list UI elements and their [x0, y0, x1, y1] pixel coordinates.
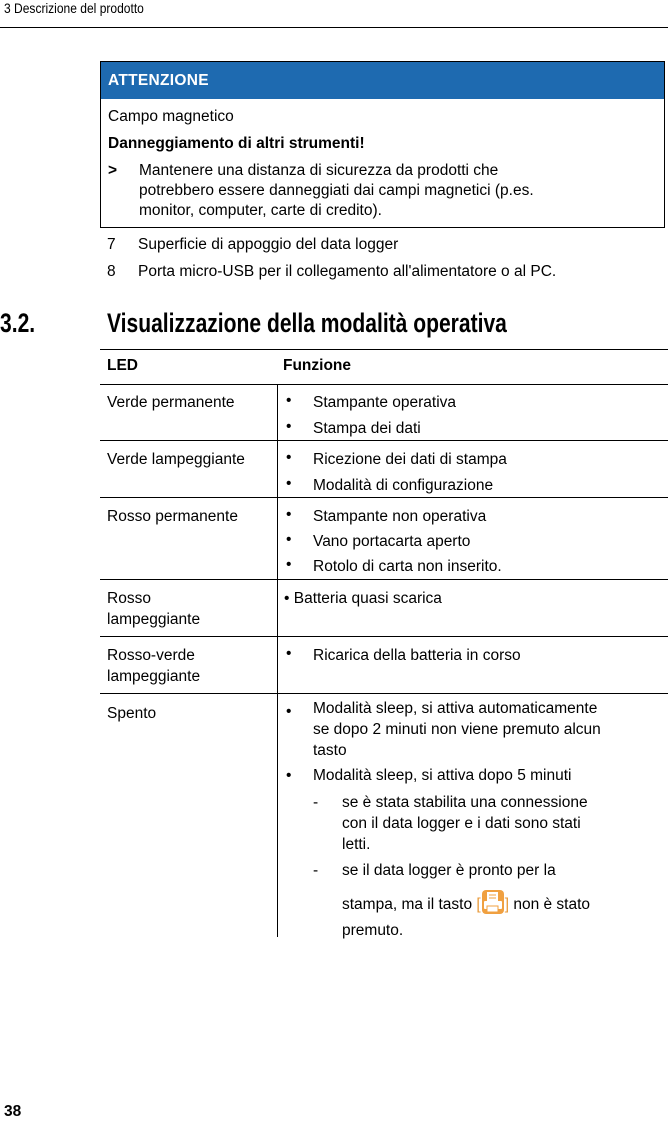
- function-item-line: tasto: [313, 742, 347, 759]
- sub-item-text: stampa, ma il tasto: [342, 896, 477, 913]
- table-header-function: Funzione: [283, 357, 352, 374]
- led-state-line: lampeggiante: [107, 611, 201, 628]
- print-key-icon: [481, 889, 505, 920]
- row-rule: [100, 579, 668, 580]
- bullet: •: [286, 556, 292, 573]
- led-state: [107, 588, 200, 630]
- legend-item: [107, 236, 398, 254]
- key-bracket-open: [: [476, 896, 481, 913]
- row-rule: [100, 636, 668, 637]
- section-title: Visualizzazione della modalità operativa: [107, 308, 507, 338]
- bullet: •: [286, 767, 292, 784]
- table-header-rule: [100, 384, 668, 385]
- sub-item-line: letti.: [342, 836, 371, 853]
- sub-item-line: [342, 889, 590, 920]
- bullet: •: [286, 392, 292, 409]
- row-rule: [100, 497, 668, 498]
- function-item: Stampante operativa: [313, 394, 457, 411]
- step-marker: >: [108, 162, 118, 179]
- bullet: •: [286, 449, 292, 466]
- sub-item-line: se il data logger è pronto per la: [342, 862, 556, 879]
- section-number: 3.2.: [0, 308, 36, 338]
- bullet: •: [286, 703, 292, 720]
- legend-text: Porta micro-USB per il collegamento all'alimentatore o al PC.: [138, 263, 557, 280]
- running-header: 3 Descrizione del prodotto: [4, 0, 144, 16]
- warning-consequence: Danneggiamento di altri strumenti!: [108, 135, 365, 152]
- function-item: [313, 698, 601, 761]
- sub-item-line: se è stata stabilita una connessione: [342, 794, 588, 811]
- led-state: Rosso permanente: [107, 508, 238, 525]
- table-top-rule: [100, 349, 668, 350]
- key-bracket-close: ]: [504, 896, 510, 913]
- function-item-line: Modalità sleep, si attiva automaticamente: [313, 700, 598, 717]
- legend-text: Superficie di appoggio del data logger: [138, 236, 399, 253]
- function-item-line: se dopo 2 minuti non viene premuto alcun: [313, 721, 601, 738]
- sub-item-text: non è stato: [509, 896, 591, 913]
- led-state: Spento: [107, 705, 157, 722]
- led-state: Verde permanente: [107, 394, 235, 411]
- sub-item: [342, 792, 588, 855]
- dash-marker: -: [313, 862, 319, 879]
- led-state-line: Rosso: [107, 590, 151, 607]
- header-rule: [0, 27, 668, 28]
- led-state: [107, 645, 200, 687]
- warning-hazard: Campo magnetico: [108, 108, 234, 125]
- bullet: •: [286, 506, 292, 523]
- bullet: •: [286, 645, 292, 662]
- page-number: 38: [4, 1103, 22, 1120]
- dash-marker: -: [313, 794, 319, 811]
- function-item: Stampa dei dati: [313, 420, 421, 437]
- bullet: •: [286, 475, 292, 492]
- warning-box: [100, 61, 665, 228]
- step-line: monitor, computer, carte di credito).: [139, 202, 382, 219]
- function-item: • Batteria quasi scarica: [284, 590, 442, 607]
- led-state: Verde lampeggiante: [107, 451, 245, 468]
- step-line: Mantenere una distanza di sicurezza da prodotti che: [139, 162, 499, 179]
- function-item: Rotolo di carta non inserito.: [313, 558, 502, 575]
- function-item: Ricezione dei dati di stampa: [313, 451, 507, 468]
- function-item: Modalità di configurazione: [313, 477, 494, 494]
- function-item: Vano portacarta aperto: [313, 533, 471, 550]
- led-state-line: Rosso-verde: [107, 647, 195, 664]
- table-column-divider: [277, 385, 278, 937]
- bullet: •: [286, 418, 292, 435]
- led-state-line: lampeggiante: [107, 668, 201, 685]
- sub-item-line: con il data logger e i dati sono stati: [342, 815, 581, 832]
- table-header-led: LED: [107, 357, 138, 374]
- row-rule: [100, 693, 668, 694]
- function-item: Ricarica della batteria in corso: [313, 647, 521, 664]
- warning-label: ATTENZIONE: [101, 62, 664, 99]
- bullet: •: [286, 531, 292, 548]
- sub-item: [342, 860, 590, 941]
- row-rule: [100, 440, 668, 441]
- function-item: Modalità sleep, si attiva dopo 5 minuti: [313, 767, 572, 784]
- legend-number: 8: [107, 263, 116, 280]
- legend-item: [107, 263, 556, 281]
- sub-item-line: premuto.: [342, 922, 404, 939]
- step-line: potrebbero essere danneggiati dai campi magnetici (p.es.: [139, 182, 534, 199]
- function-item: Stampante non operativa: [313, 508, 487, 525]
- warning-step: [108, 161, 658, 221]
- legend-number: 7: [107, 236, 116, 253]
